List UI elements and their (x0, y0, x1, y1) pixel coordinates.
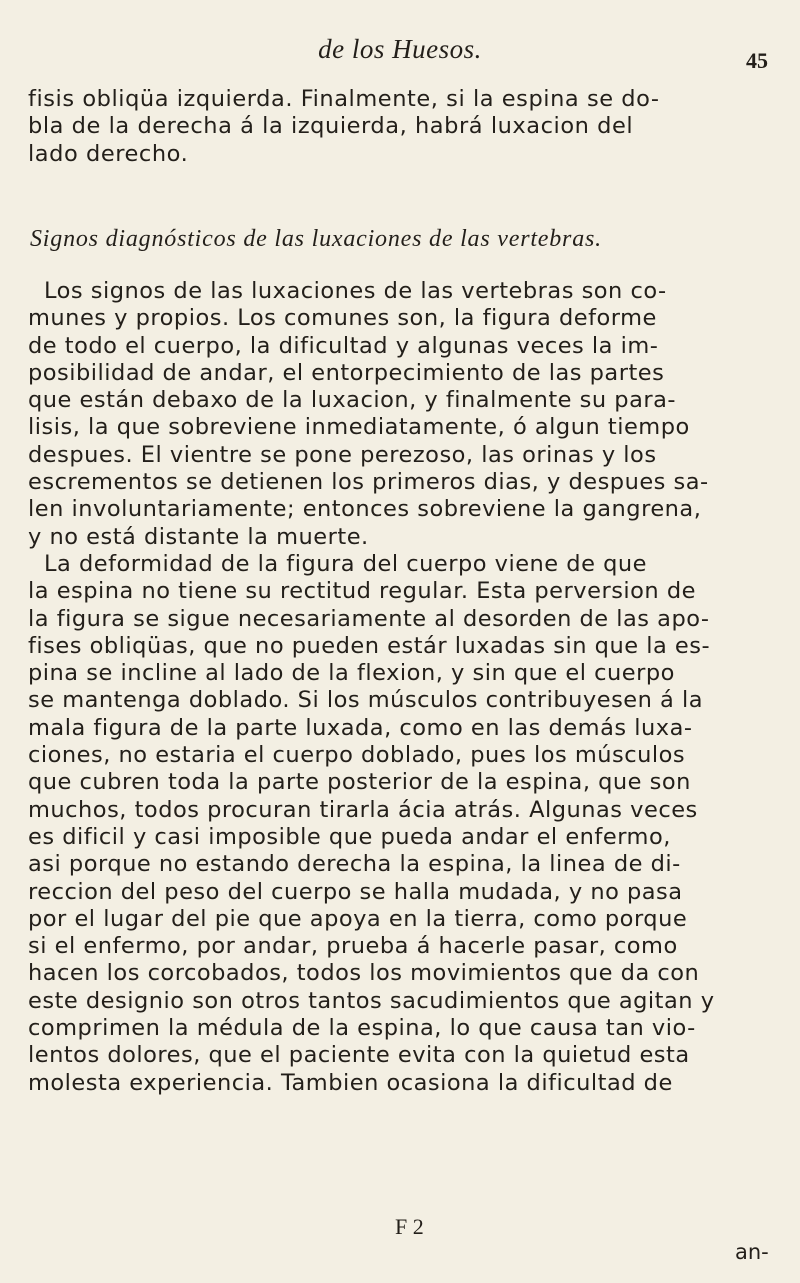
text-line: este designio son otros tantos sacudimientos que agitan y (28, 987, 715, 1014)
text-line: si el enfermo, por andar, prueba á hacerle pasar, como (28, 933, 678, 960)
text-line: fisis obliqüa izquierda. Finalmente, si la espina se do- (28, 86, 660, 112)
text-line: posibilidad de andar, el entorpecimiento de las partes (28, 359, 665, 386)
text-line: por el lugar del pie que apoya en la tierra, como porque (28, 905, 688, 932)
text-line: la espina no tiene su rectitud regular. Esta perversion de (28, 578, 696, 605)
text-line: fises obliqüas, que no pueden estár luxadas sin que la es- (28, 632, 711, 659)
text-line: se mantenga doblado. Si los músculos contribuyesen á la (28, 687, 704, 714)
text-line: pina se incline al lado de la flexion, y sin que el cuerpo (28, 660, 675, 687)
text-line: la figura se sigue necesariamente al desorden de las apo- (28, 605, 710, 632)
text-line: La deformidad de la figura del cuerpo viene de que (44, 550, 647, 577)
text-line: reccion del peso del cuerpo se halla mudada, y no pasa (28, 878, 683, 905)
section-heading: Signos diagnósticos de las luxaciones de las vertebras. (30, 226, 602, 252)
text-line: muchos, todos procuran tirarla ácia atrás. Algunas veces (28, 796, 698, 823)
running-head (0, 20, 800, 73)
text-line: y no está distante la muerte. (28, 523, 369, 550)
text-line: molesta experiencia. Tambien ocasiona la dificultad de (28, 1069, 673, 1096)
body-text (28, 278, 788, 1097)
running-title: de los Huesos. (318, 34, 482, 64)
text-line: len involuntariamente; entonces sobreviene la gangrena, (28, 496, 702, 523)
text-line: munes y propios. Los comunes son, la figura deforme (28, 305, 657, 332)
text-line: lentos dolores, que el paciente evita con la quietud esta (28, 1042, 690, 1069)
text-line: escrementos se detienen los primeros dias, y despues sa- (28, 469, 709, 496)
catchword: an- (735, 1240, 769, 1264)
text-line: lado derecho. (28, 140, 189, 167)
page-number: 45 (746, 48, 768, 73)
text-line: despues. El vientre se pone perezoso, las orinas y los (28, 441, 657, 468)
text-line: hacen los corcobados, todos los movimientos que da con (28, 960, 700, 987)
text-line: lisis, la que sobreviene inmediatamente, ó algun tiempo (28, 414, 690, 441)
text-line: es dificil y casi imposible que pueda andar el enfermo, (28, 823, 671, 850)
text-line: que cubren toda la parte posterior de la espina, que son (28, 769, 691, 796)
text-line: mala figura de la parte luxada, como en las demás luxa- (28, 714, 693, 741)
text-line: asi porque no estando derecha la espina, la linea de di- (28, 851, 681, 878)
text-line: comprimen la médula de la espina, lo que causa tan vio- (28, 1015, 696, 1042)
text-line: que están debaxo de la luxacion, y finalmente su para- (28, 387, 677, 414)
intro-paragraph (28, 86, 780, 168)
signature-mark: F 2 (395, 1214, 424, 1239)
text-line: ciones, no estaria el cuerpo doblado, pues los músculos (28, 742, 686, 769)
text-line: Los signos de las luxaciones de las vertebras son co- (44, 278, 667, 304)
text-line: bla de la derecha á la izquierda, habrá luxacion del (28, 113, 634, 140)
text-line: de todo el cuerpo, la dificultad y algunas veces la im- (28, 332, 659, 359)
